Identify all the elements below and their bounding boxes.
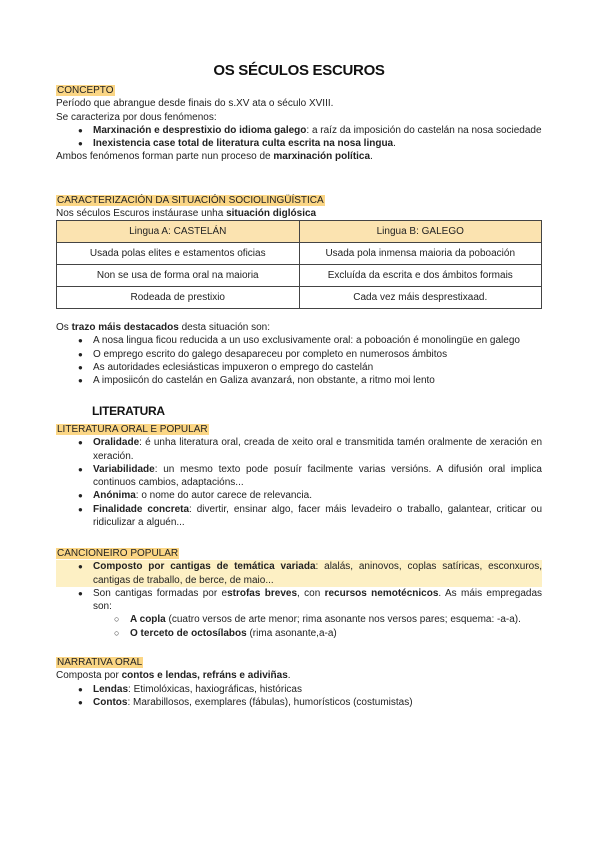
table-cell: Usada pola inmensa maioria da poboación — [299, 243, 542, 265]
list-item: ● Marxinación e desprestixio do idioma galego: a raíz da imposición do castelán na nosa sociedade — [56, 124, 542, 137]
caracterizacion-intro: Nos séculos Escuros instáurase unha situación diglósica — [56, 208, 317, 220]
list-item: ● O emprego escrito do galego desapareceu por completo en numerosos ámbitos — [56, 348, 542, 361]
table-cell: Cada vez máis desprestixaad. — [299, 287, 542, 309]
list-item: ● Contos: Marabillosos, exemplares (fábulas), humorísticos (costumistas) — [56, 696, 542, 709]
literatura-oral-list — [56, 436, 542, 529]
list-item: ● Finalidade concreta: divertir, ensinar algo, facer máis levadeiro o traballo, galantear, criticar ou ridiculizar a alguén... — [56, 503, 542, 530]
cancioneiro-heading: CANCIONEIRO POPULAR — [57, 548, 179, 559]
table-header: Lingua A: CASTELÁN — [57, 221, 300, 243]
literatura-title: LITERATURA — [92, 404, 165, 418]
list-item: ● A nosa lingua ficou reducida a un uso exclusivamente oral: a poboación é monolingüe en galego — [56, 334, 542, 347]
list-item: ● Variabilidade: un mesmo texto pode posuír facilmente varias versións. A difusión oral implica continuos cambios, adaptacións... — [56, 463, 542, 490]
diglossia-table — [56, 220, 542, 309]
list-item: ● Composto por cantigas de temática variada: alalás, aninovos, coplas satíricas, esconxuros, cantigas de traballo, de berce, de maio... — [56, 560, 542, 587]
table-row — [57, 265, 542, 287]
concepto-line-2: Se caracteriza por dous fenómenos: — [56, 111, 217, 123]
concepto-heading: CONCEPTO — [57, 85, 114, 96]
cancioneiro-list — [56, 560, 542, 640]
list-item: ○ O terceto de octosílabos (rima asonante,a-a) — [56, 627, 542, 640]
list-item: ● Inexistencia case total de literatura culta escrita na nosa lingua. — [56, 137, 542, 150]
list-item: ● Oralidade: é unha literatura oral, creada de xeito oral e transmitida tamén oralmente de xeración en xeración. — [56, 436, 542, 463]
narrativa-section — [56, 656, 542, 709]
table-row — [57, 243, 542, 265]
table-header-row — [57, 221, 542, 243]
table-header: Lingua B: GALEGO — [299, 221, 542, 243]
concepto-closing: Ambos fenómenos forman parte nun proceso de marxinación política. — [56, 151, 373, 163]
caracterizacion-section — [56, 194, 542, 221]
list-item: ● Son cantigas formadas por estrofas breves, con recursos nemotécnicos. As máis empregadas son: — [56, 587, 542, 614]
page-title: OS SÉCULOS ESCUROS — [213, 62, 385, 79]
literatura-oral-section — [56, 423, 542, 529]
list-item: ○ A copla (cuatro versos de arte menor; rima asonante nos versos pares; esquema: -a-a). — [56, 613, 542, 626]
table-cell: Excluída da escrita e dos ámbitos formais — [299, 265, 542, 287]
list-item: ● As autoridades eclesiásticas impuxeron o emprego do castelán — [56, 361, 542, 374]
narrativa-list — [56, 683, 542, 710]
cancioneiro-section — [56, 547, 542, 640]
concepto-section — [56, 84, 542, 164]
traits-intro: Os trazo máis destacados desta situación son: — [56, 322, 270, 333]
table-cell: Rodeada de prestixio — [57, 287, 300, 309]
table-cell: Non se usa de forma oral na maioria — [57, 265, 300, 287]
list-item: ● A imposiicón do castelán en Galiza avanzará, non obstante, a ritmo moi lento — [56, 374, 542, 387]
traits-section — [56, 321, 542, 387]
table-cell: Usada polas elites e estamentos oficias — [57, 243, 300, 265]
list-item: ● Anónima: o nome do autor carece de relevancia. — [56, 489, 542, 502]
literatura-oral-heading: LITERATURA ORAL E POPULAR — [57, 424, 208, 435]
table-row — [57, 287, 542, 309]
narrativa-heading: NARRATIVA ORAL — [57, 657, 143, 668]
concepto-line-1: Período que abrangue desde finais do s.XV ata o século XVIII. — [56, 98, 334, 110]
narrativa-intro: Composta por contos e lendas, refráns e adiviñas. — [56, 670, 291, 682]
list-item: ● Lendas: Etimolóxicas, haxiográficas, históricas — [56, 683, 542, 696]
traits-list — [56, 334, 542, 387]
caracterizacion-heading: CARACTERIZACIÓN DA SITUACIÓN SOCIOLINGÜÍSTICA — [57, 195, 324, 206]
concepto-list — [56, 124, 542, 151]
